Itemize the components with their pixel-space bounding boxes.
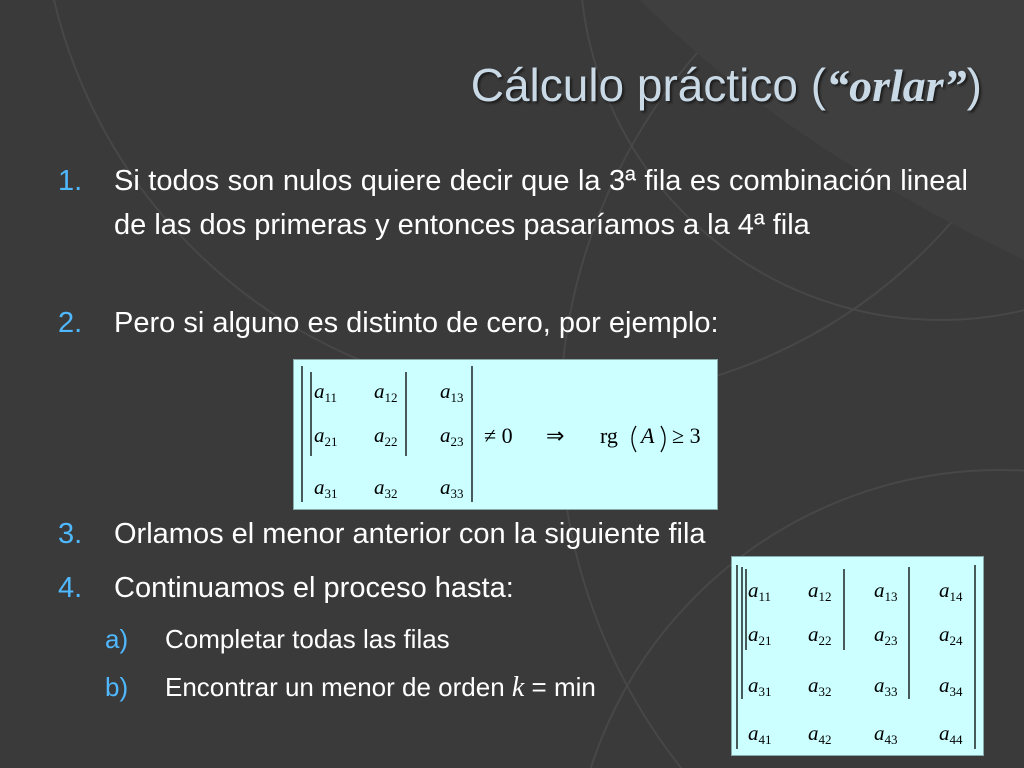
matrix4-entry-22: $a_{22}$ xyxy=(808,622,832,648)
matrix3-entry-32: $a_{32}$ xyxy=(374,475,398,501)
matrix4-entry-32: $a_{32}$ xyxy=(808,673,832,699)
item-number-1: 1. xyxy=(58,165,83,197)
matrix3-entry-22: $a_{22}$ xyxy=(374,423,398,449)
matrix4-entry-33: $a_{33}$ xyxy=(874,673,898,699)
matrix4-entry-11: $a_{11}$ xyxy=(748,578,772,604)
item-text-2: Pero si alguno es distinto de cero, por ejemplo: xyxy=(114,307,719,339)
item-text-1: Si todos son nulos quiere decir que la 3ª fila es combinación lineal de las dos primeras y entonces pasaríamos a la 4ª fila xyxy=(114,165,968,241)
rank-relation: ≥ 3 xyxy=(672,423,701,448)
rank-argument: A xyxy=(641,423,655,448)
subitem-b-before: Encontrar un menor de orden xyxy=(165,672,512,702)
subitem-text-a: Completar todas las filas xyxy=(165,624,450,654)
matrix4-entry-21: $a_{21}$ xyxy=(748,622,772,648)
subitem-b-var: k xyxy=(511,672,525,703)
subitem-number-a: a) xyxy=(105,624,129,654)
item-number-4: 4. xyxy=(58,572,83,604)
matrix4-entry-14: $a_{14}$ xyxy=(939,578,963,604)
matrix3-entry-33: $a_{33}$ xyxy=(440,475,464,501)
formula-4x4-drawing xyxy=(732,557,983,755)
matrix4-entry-42: $a_{42}$ xyxy=(808,721,832,747)
matrix4-entry-31: $a_{31}$ xyxy=(748,673,772,699)
matrix4-entry-43: $a_{43}$ xyxy=(874,721,898,747)
matrix4-entry-23: $a_{23}$ xyxy=(874,622,898,648)
formula-3x3-drawing xyxy=(294,360,717,509)
rank-function: rg xyxy=(600,423,618,448)
matrix4-entry-34: $a_{34}$ xyxy=(939,673,963,699)
matrix4-entry-41: $a_{41}$ xyxy=(748,721,772,747)
matrix4-entry-13: $a_{13}$ xyxy=(874,578,898,604)
neq-zero: ≠ 0 xyxy=(484,423,513,448)
item-text-4: Continuamos el proceso hasta: xyxy=(114,572,514,604)
matrix3-entry-12: $a_{12}$ xyxy=(374,379,398,405)
subitem-number-b: b) xyxy=(105,672,129,702)
implies-symbol: ⇒ xyxy=(546,423,565,448)
matrix3-entry-21: $a_{21}$ xyxy=(314,423,338,449)
matrix3-entry-11: $a_{11}$ xyxy=(314,379,338,405)
matrix4-entry-44: $a_{44}$ xyxy=(939,721,963,747)
subitem-text-b xyxy=(165,667,596,708)
matrix3-entry-31: $a_{31}$ xyxy=(314,475,338,501)
formula-3x3 xyxy=(293,359,718,510)
matrix4-entry-12: $a_{12}$ xyxy=(808,578,832,604)
subitem-b-after: = min xyxy=(524,672,596,702)
formula-4x4 xyxy=(731,556,984,756)
matrix4-entry-24: $a_{24}$ xyxy=(939,622,963,648)
item-number-2: 2. xyxy=(58,307,83,339)
title-close: ) xyxy=(966,59,982,111)
title-italic: “orlar” xyxy=(826,60,967,111)
matrix3-entry-13: $a_{13}$ xyxy=(440,379,464,405)
item-text-3: Orlamos el menor anterior con la siguiente fila xyxy=(114,518,706,550)
matrix3-entry-23: $a_{23}$ xyxy=(440,423,464,449)
title-main: Cálculo práctico ( xyxy=(470,59,827,111)
item-number-3: 3. xyxy=(58,518,83,550)
